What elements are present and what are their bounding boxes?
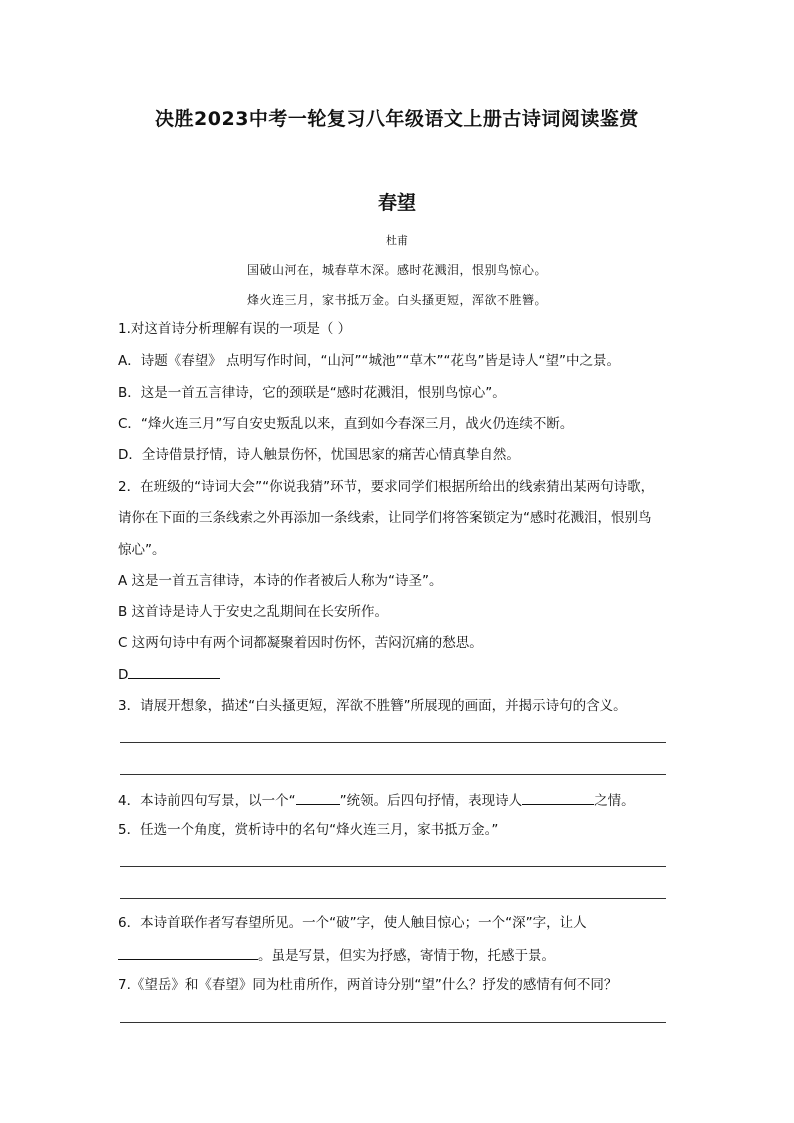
poem-title: 春望	[377, 192, 416, 214]
answer-line[interactable]	[120, 774, 666, 775]
question-2-clue-b: B 这首诗是诗人于安史之乱期间在长安所作。	[118, 604, 389, 620]
question-1-stem: 1.对这首诗分析理解有误的一项是（ ）	[118, 321, 352, 337]
answer-line[interactable]	[120, 1022, 666, 1023]
document-title: 决胜2023中考一轮复习八年级语文上册古诗词阅读鉴赏	[155, 108, 639, 130]
answer-line[interactable]	[120, 898, 666, 899]
question-2-clue-c: C 这两句诗中有两个词都凝聚着因时伤怀，苦闷沉痛的愁思。	[118, 635, 483, 651]
question-2-line-3: 惊心”。	[118, 542, 166, 558]
question-1-option-a: A．诗题《春望》 点明写作时间，“山河”“城池”“草木”“花鸟”皆是诗人“望”中之景。	[118, 353, 620, 369]
answer-line[interactable]	[120, 742, 666, 743]
question-1-option-b: B．这是一首五言律诗，它的颈联是“感时花溅泪，恨别鸟惊心”。	[118, 385, 506, 401]
question-2-line-1: 2．在班级的“诗词大会”“你说我猜”环节，要求同学们根据所给出的线索猜出某两句诗歌，	[118, 479, 655, 495]
question-4	[118, 790, 678, 810]
question-1-option-c: C．“烽火连三月”写自安史叛乱以来，直到如今春深三月，战火仍连续不断。	[118, 416, 574, 432]
answer-line[interactable]	[120, 866, 666, 867]
q4-text-1: 4．本诗前四句写景，以一个“	[118, 793, 296, 809]
poem-line-2: 烽火连三月，家书抵万金。白头搔更短，浑欲不胜簪。	[246, 293, 547, 307]
q4-text-2: ”统领。后四句抒情，表现诗人	[339, 793, 523, 809]
poem-line-1: 国破山河在，城春草木深。感时花溅泪，恨别鸟惊心。	[246, 263, 547, 277]
question-2-clue-a: A 这是一首五言律诗，本诗的作者被后人称为“诗圣”。	[118, 573, 443, 589]
question-2-clue-d	[118, 664, 678, 684]
question-2-line-2: 请你在下面的三条线索之外再添加一条线索，让同学们将答案锁定为“感时花溅泪，恨别鸟	[118, 510, 652, 526]
q4-blank-2[interactable]	[522, 790, 594, 805]
clue-d-answer-blank[interactable]	[128, 664, 220, 679]
q6-blank[interactable]	[118, 945, 258, 960]
question-1-option-d: D．全诗借景抒情，诗人触景伤怀，忧国思家的痛苦心情真挚自然。	[118, 447, 520, 463]
question-5-stem: 5．任选一个角度，赏析诗中的名句“烽火连三月，家书抵万金。”	[118, 822, 499, 838]
clue-d-label: D	[118, 667, 129, 683]
q4-text-3: 之情。	[594, 793, 635, 809]
question-6-line-2	[118, 945, 678, 965]
q6-text-2: 。虽是写景，但实为抒感，寄情于物，托感于景。	[258, 948, 555, 964]
poem-author: 杜甫	[386, 234, 408, 247]
question-3-stem: 3．请展开想象，描述“白头搔更短，浑欲不胜簪”所展现的画面，并揭示诗句的含义。	[118, 698, 627, 714]
question-7-stem: 7.《望岳》和《春望》同为杜甫所作，两首诗分别“望”什么？抒发的感情有何不同？	[118, 977, 618, 993]
q4-blank-1[interactable]	[296, 790, 340, 805]
question-6-line-1: 6．本诗首联作者写春望所见。一个“破”字，使人触目惊心；一个“深”字，让人	[118, 915, 587, 931]
